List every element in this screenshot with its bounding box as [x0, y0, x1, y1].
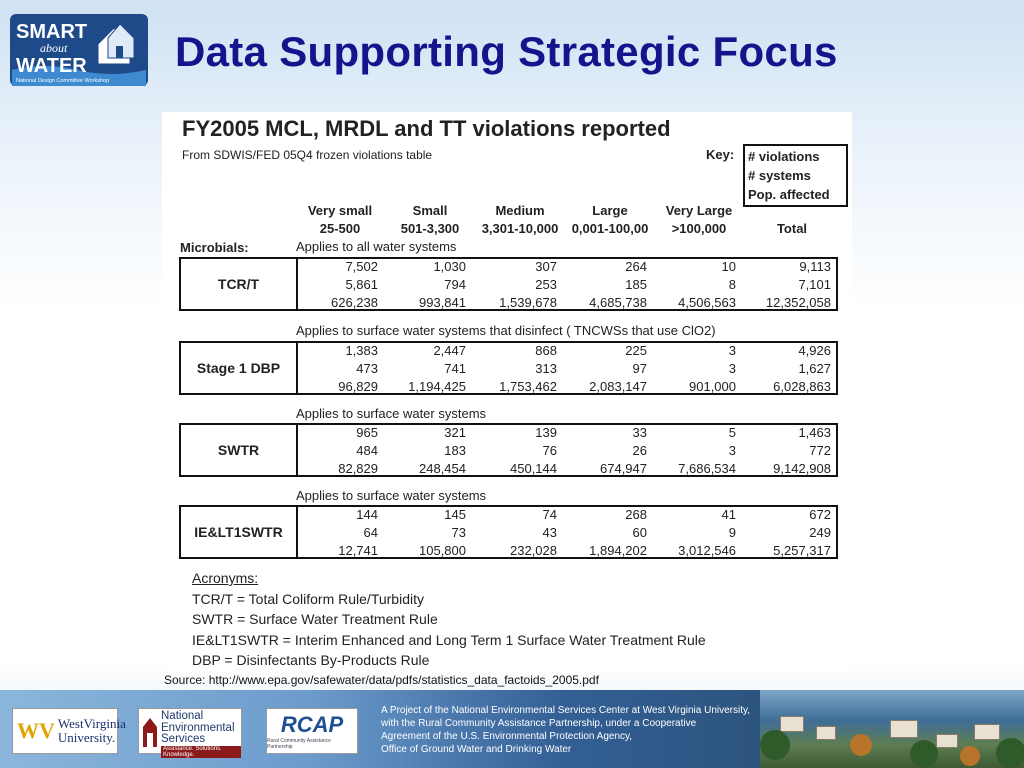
cell-g1-r1-c1: 741 [444, 361, 466, 376]
cell-g0-r0-c4: 10 [721, 259, 736, 274]
cell-g0-r0-c0: 7,502 [345, 259, 378, 274]
row-label-stage1dbp: Stage 1 DBP [181, 343, 298, 393]
cell-g2-r0-c3: 33 [632, 425, 647, 440]
cell-g0-r1-c2: 253 [535, 277, 557, 292]
table-subtitle: From SDWIS/FED 05Q4 frozen violations table [182, 148, 433, 162]
acronym-ielt1swtr: IE&LT1SWTR = Interim Enhanced and Long Term 1 Surface Water Treatment Rule [192, 631, 706, 648]
cell-g2-r1-c2: 76 [542, 443, 557, 458]
logo-line1: SMART [16, 21, 88, 43]
cell-g1-r2-c2: 1,753,462 [499, 379, 557, 394]
group-note-tcrt: Applies to all water systems [296, 239, 457, 254]
cell-g3-r0-c5: 672 [809, 507, 831, 522]
column-header-small: Small 501-3,300 [400, 203, 460, 236]
cell-g2-r1-c3: 26 [632, 443, 647, 458]
cell-g3-r0-c4: 41 [721, 507, 736, 522]
group-note-stage1dbp: Applies to surface water systems that disinfect ( TNCWSs that use ClO2) [296, 323, 716, 338]
cell-g1-r1-c2: 313 [535, 361, 557, 376]
cell-g0-r2-c3: 4,685,738 [589, 295, 647, 310]
cell-g3-r2-c0: 12,741 [338, 543, 378, 558]
microbials-label: Microbials: [180, 240, 249, 255]
column-header-total: Total [776, 221, 808, 236]
cell-g3-r0-c3: 268 [625, 507, 647, 522]
column-header-very-large: Very Large >100,000 [665, 203, 733, 236]
cell-g3-r1-c0: 64 [363, 525, 378, 540]
cell-g1-r2-c1: 1,194,425 [408, 379, 466, 394]
rcap-subtitle: Rural Community Assistance Partnership [267, 738, 331, 750]
cell-g0-r2-c5: 12,352,058 [765, 295, 831, 310]
wv-mark-icon: WV [17, 718, 55, 743]
cell-g2-r0-c2: 139 [535, 425, 557, 440]
logo-line2: about [40, 41, 68, 55]
key-label: Key: [706, 147, 735, 162]
acronym-tcrt: TCR/T = Total Coliform Rule/Turbidity [192, 590, 424, 607]
cell-g0-r2-c2: 1,539,678 [499, 295, 557, 310]
acronyms-heading: Acronyms: [192, 570, 259, 586]
acronyms-block [192, 568, 706, 671]
cell-g1-r2-c5: 6,028,863 [773, 379, 831, 394]
cell-g0-r2-c1: 993,841 [419, 295, 466, 310]
nesc-house-icon [142, 715, 158, 749]
cell-g1-r0-c4: 3 [728, 343, 736, 358]
nesc-text: National Environmental Services [161, 710, 235, 745]
key-item-systems: # systems [748, 168, 811, 183]
cell-g0-r2-c0: 626,238 [331, 295, 378, 310]
source-citation: Source: http://www.epa.gov/safewater/data/pdfs/statistics_data_factoids_2005.pdf [164, 673, 599, 687]
cell-g1-r2-c4: 901,000 [689, 379, 736, 394]
cell-g1-r0-c0: 1,383 [345, 343, 378, 358]
rcap-logo [266, 708, 358, 754]
key-box [743, 144, 848, 207]
cell-g2-r2-c1: 248,454 [419, 461, 466, 476]
cell-g3-r0-c1: 145 [444, 507, 466, 522]
key-item-population: Pop. affected [748, 187, 830, 202]
logo-line3: WATER [16, 55, 87, 77]
key-item-violations: # violations [748, 149, 820, 164]
cell-g3-r2-c4: 3,012,546 [678, 543, 736, 558]
group-note-ielt1swtr: Applies to surface water systems [296, 488, 487, 503]
cell-g1-r1-c0: 473 [356, 361, 378, 376]
cell-g2-r1-c4: 3 [728, 443, 736, 458]
column-header-large: Large 0,001-100,00 [571, 203, 649, 236]
cell-g2-r2-c2: 450,144 [510, 461, 557, 476]
wvu-logo [12, 708, 126, 754]
nesc-tagline: Assistance. Solutions. Knowledge. [161, 746, 241, 758]
violations-table-panel [162, 112, 852, 670]
cell-g1-r1-c3: 97 [632, 361, 647, 376]
cell-g3-r1-c4: 9 [728, 525, 736, 540]
cell-g1-r2-c3: 2,083,147 [589, 379, 647, 394]
cell-g2-r2-c0: 82,829 [338, 461, 378, 476]
cell-g0-r1-c0: 5,861 [345, 277, 378, 292]
project-statement: A Project of the National Environmental Services Center at West Virginia University, with the Rural Community Assistance Partnership, under a Cooperative Agreement of the U.S. Environmental Protection Agency, Office of Ground Water and Drinking Water [381, 705, 751, 755]
cell-g2-r0-c0: 965 [356, 425, 378, 440]
cell-g1-r1-c5: 1,627 [798, 361, 831, 376]
cell-g0-r1-c1: 794 [444, 277, 466, 292]
smart-about-water-logo [10, 14, 148, 86]
cell-g2-r0-c1: 321 [444, 425, 466, 440]
cell-g3-r2-c2: 232,028 [510, 543, 557, 558]
row-label-tcrt: TCR/T [181, 259, 298, 309]
logo-tagline: National Design Committee Workshop [16, 78, 110, 84]
slide-title: Data Supporting Strategic Focus [175, 28, 838, 75]
cell-g1-r0-c5: 4,926 [798, 343, 831, 358]
cell-g2-r1-c1: 183 [444, 443, 466, 458]
cell-g2-r1-c0: 484 [356, 443, 378, 458]
cell-g0-r0-c2: 307 [535, 259, 557, 274]
cell-g1-r0-c3: 225 [625, 343, 647, 358]
cell-g0-r1-c3: 185 [625, 277, 647, 292]
cell-g3-r2-c1: 105,800 [419, 543, 466, 558]
cell-g0-r1-c5: 7,101 [798, 277, 831, 292]
group-note-swtr: Applies to surface water systems [296, 406, 487, 421]
cell-g2-r0-c5: 1,463 [798, 425, 831, 440]
cell-g3-r2-c3: 1,894,202 [589, 543, 647, 558]
cell-g1-r2-c0: 96,829 [338, 379, 378, 394]
cell-g3-r0-c0: 144 [356, 507, 378, 522]
acronym-swtr: SWTR = Surface Water Treatment Rule [192, 611, 438, 627]
nesc-logo [138, 708, 242, 758]
cell-g2-r1-c5: 772 [809, 443, 831, 458]
table-title: FY2005 MCL, MRDL and TT violations reported [182, 116, 671, 141]
cell-g0-r0-c1: 1,030 [433, 259, 466, 274]
row-label-swtr: SWTR [181, 425, 298, 475]
cell-g0-r0-c5: 9,113 [799, 259, 831, 274]
rcap-wordmark: RCAP [280, 712, 344, 737]
cell-g2-r2-c4: 7,686,534 [678, 461, 736, 476]
cell-g3-r2-c5: 5,257,317 [773, 543, 831, 558]
cell-g2-r0-c4: 5 [728, 425, 736, 440]
cell-g3-r1-c5: 249 [809, 525, 831, 540]
cell-g1-r1-c4: 3 [728, 361, 736, 376]
lakeside-photo [760, 690, 1024, 768]
cell-g2-r2-c5: 9,142,908 [773, 461, 831, 476]
cell-g3-r1-c1: 73 [451, 525, 466, 540]
cell-g1-r0-c2: 868 [535, 343, 557, 358]
cell-g0-r2-c4: 4,506,563 [678, 295, 736, 310]
wvu-text: WestVirginia University. [57, 716, 126, 745]
column-header-very-small: Very small 25-500 [307, 203, 373, 236]
row-label-ielt1swtr: IE&LT1SWTR [181, 507, 298, 557]
acronym-dbp: DBP = Disinfectants By-Products Rule [192, 652, 430, 668]
cell-g3-r1-c3: 60 [632, 525, 647, 540]
cell-g0-r0-c3: 264 [625, 259, 647, 274]
cell-g3-r0-c2: 74 [542, 507, 557, 522]
cell-g1-r0-c1: 2,447 [433, 343, 466, 358]
cell-g2-r2-c3: 674,947 [600, 461, 647, 476]
cell-g3-r1-c2: 43 [542, 525, 557, 540]
column-header-medium: Medium 3,301-10,000 [481, 203, 559, 236]
cell-g0-r1-c4: 8 [728, 277, 736, 292]
